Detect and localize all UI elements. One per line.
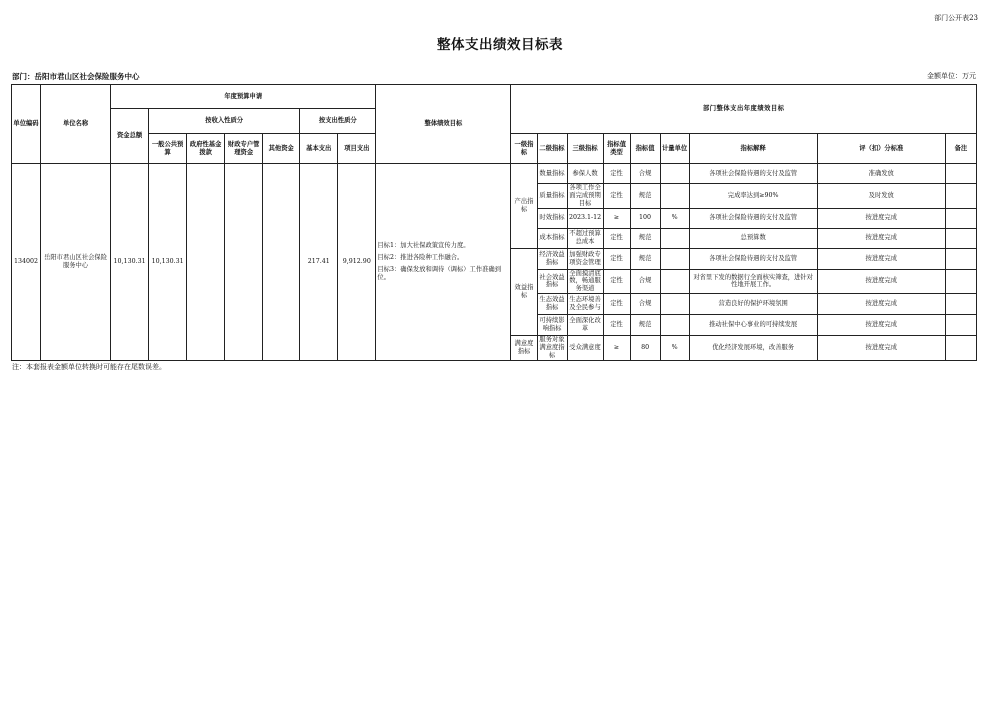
measure-unit-cell [660, 248, 689, 269]
explanation-cell: 各项社会保险待遇的支付及监管 [689, 248, 817, 269]
goal-line: 目标1：加大社保政策宣传力度。 [377, 242, 470, 250]
overall-goal-cell [376, 164, 511, 361]
header-scoring: 评（扣）分标准 [817, 134, 945, 164]
value-type-cell: 定性 [603, 164, 630, 184]
remark-cell [945, 184, 976, 209]
header-by-expense: 按支出性质分 [300, 109, 376, 134]
scoring-cell: 及时发放 [817, 184, 945, 209]
header-level1: 一级指标 [511, 134, 537, 164]
measure-unit-cell [660, 294, 689, 315]
remark-cell [945, 269, 976, 294]
header-explanation: 指标解释 [689, 134, 817, 164]
level2-cell: 可持续影响指标 [537, 315, 567, 336]
header-basic-exp: 基本支出 [300, 134, 338, 164]
measure-unit-cell: % [660, 208, 689, 228]
value-type-cell: ≥ [603, 208, 630, 228]
explanation-cell: 营造良好的保护环境氛围 [689, 294, 817, 315]
level2-cell: 质量指标 [537, 184, 567, 209]
basic-exp-cell: 217.41 [300, 164, 338, 361]
project-exp-cell: 9,912.90 [338, 164, 376, 361]
remark-cell [945, 164, 976, 184]
level3-cell: 参保人数 [567, 164, 603, 184]
special-mgmt-cell [225, 164, 263, 361]
level3-cell: 加强财政专项资金管理 [567, 248, 603, 269]
goal-line: 目标2：推进各险种工作融合。 [377, 254, 464, 261]
value-cell: 规范 [630, 248, 660, 269]
header-total-funds: 资金总额 [111, 109, 149, 164]
scoring-cell: 按进度完成 [817, 294, 945, 315]
header-project-exp: 项目支出 [338, 134, 376, 164]
value-type-cell: 定性 [603, 315, 630, 336]
level3-cell: 全面摸清底数，畅通服务渠道 [567, 269, 603, 294]
value-type-cell: 定性 [603, 248, 630, 269]
explanation-cell: 推动社保中心事业的可持续发展 [689, 315, 817, 336]
value-cell: 规范 [630, 315, 660, 336]
header-level3: 三级指标 [567, 134, 603, 164]
level3-cell: 各项工作全面完成预期目标 [567, 184, 603, 209]
measure-unit-cell [660, 184, 689, 209]
explanation-cell: 对省里下发的数据行全面核实筛查，进针对性地开展工作。 [689, 269, 817, 294]
page-number: 部门公开表23 [934, 14, 978, 22]
remark-cell [945, 315, 976, 336]
value-cell: 规范 [630, 184, 660, 209]
level1-benefit: 效益指标 [511, 248, 537, 336]
explanation-cell: 完成率达到≥90% [689, 184, 817, 209]
unit-name-cell: 岳阳市君山区社会保险服务中心 [41, 164, 111, 361]
level2-cell: 数量指标 [537, 164, 567, 184]
scoring-cell: 按进度完成 [817, 228, 945, 248]
header-unit-name: 单位名称 [41, 85, 111, 164]
general-budget-cell: 10,130.31 [149, 164, 187, 361]
scoring-cell: 按进度完成 [817, 248, 945, 269]
level3-cell: 受众满意度 [567, 336, 603, 361]
value-cell: 规范 [630, 228, 660, 248]
remark-cell [945, 336, 976, 361]
header-annual-budget: 年度预算申请 [111, 85, 376, 109]
level3-cell: 2023.1-12 [567, 208, 603, 228]
header-measure-unit: 计量单位 [660, 134, 689, 164]
measure-unit-cell: % [660, 336, 689, 361]
value-cell: 合规 [630, 269, 660, 294]
currency-unit-label: 金额单位：万元 [927, 72, 976, 80]
gov-fund-cell [187, 164, 225, 361]
value-type-cell: 定性 [603, 228, 630, 248]
scoring-cell: 按进度完成 [817, 208, 945, 228]
level1-output: 产出指标 [511, 164, 537, 249]
remark-cell [945, 294, 976, 315]
measure-unit-cell [660, 228, 689, 248]
scoring-cell: 按进度完成 [817, 269, 945, 294]
header-by-revenue: 按收入性质分 [149, 109, 300, 134]
other-funds-cell [263, 164, 300, 361]
scoring-cell: 准确发放 [817, 164, 945, 184]
explanation-cell: 各项社会保险待遇的支付及监管 [689, 208, 817, 228]
value-type-cell: ≥ [603, 336, 630, 361]
value-cell: 80 [630, 336, 660, 361]
header-other-funds: 其他资金 [263, 134, 300, 164]
level1-satisfaction: 满意度指标 [511, 336, 537, 361]
level3-cell: 不超过预算总成本 [567, 228, 603, 248]
level2-cell: 服务对象满意度指标 [537, 336, 567, 361]
level3-cell: 全面深化改革 [567, 315, 603, 336]
measure-unit-cell [660, 269, 689, 294]
level2-cell: 生态效益指标 [537, 294, 567, 315]
explanation-cell: 优化经济发展环境，改善服务 [689, 336, 817, 361]
value-type-cell: 定性 [603, 294, 630, 315]
remark-cell [945, 248, 976, 269]
scoring-cell: 按进度完成 [817, 336, 945, 361]
total-funds-cell: 10,130.31 [111, 164, 149, 361]
explanation-cell: 总预算数 [689, 228, 817, 248]
level3-cell: 生态环境善及全民参与 [567, 294, 603, 315]
header-value: 指标值 [630, 134, 660, 164]
footnote: 注：本套报表金额单位转换时可能存在尾数误差。 [12, 363, 166, 371]
performance-goal-table [11, 84, 977, 361]
header-remark: 备注 [945, 134, 976, 164]
level2-cell: 社会效益指标 [537, 269, 567, 294]
remark-cell [945, 228, 976, 248]
header-unit-code: 单位编码 [12, 85, 41, 164]
header-special-mgmt: 财政专户管理资金 [225, 134, 263, 164]
header-level2: 二级指标 [537, 134, 567, 164]
page-title: 整体支出绩效目标表 [437, 37, 563, 53]
header-overall-goal: 整体绩效目标 [376, 85, 511, 164]
value-type-cell: 定性 [603, 269, 630, 294]
header-value-type: 指标值类型 [603, 134, 630, 164]
explanation-cell: 各项社会保险待遇的支付及监管 [689, 164, 817, 184]
scoring-cell: 按进度完成 [817, 315, 945, 336]
level2-cell: 成本指标 [537, 228, 567, 248]
header-dept-annual-goal: 部门整体支出年度绩效目标 [511, 85, 977, 134]
value-type-cell: 定性 [603, 184, 630, 209]
goal-line: 目标3：确保发放和调待（调标）工作准确到位。 [377, 265, 502, 281]
department-label: 部门：岳阳市君山区社会保险服务中心 [12, 72, 140, 81]
header-general-budget: 一般公共预算 [149, 134, 187, 164]
level2-cell: 经济效益指标 [537, 248, 567, 269]
header-gov-fund: 政府性基金拨款 [187, 134, 225, 164]
unit-code-cell: 134002 [12, 164, 41, 361]
measure-unit-cell [660, 315, 689, 336]
level2-cell: 时效指标 [537, 208, 567, 228]
value-cell: 100 [630, 208, 660, 228]
measure-unit-cell [660, 164, 689, 184]
value-cell: 合规 [630, 294, 660, 315]
remark-cell [945, 208, 976, 228]
value-cell: 合规 [630, 164, 660, 184]
